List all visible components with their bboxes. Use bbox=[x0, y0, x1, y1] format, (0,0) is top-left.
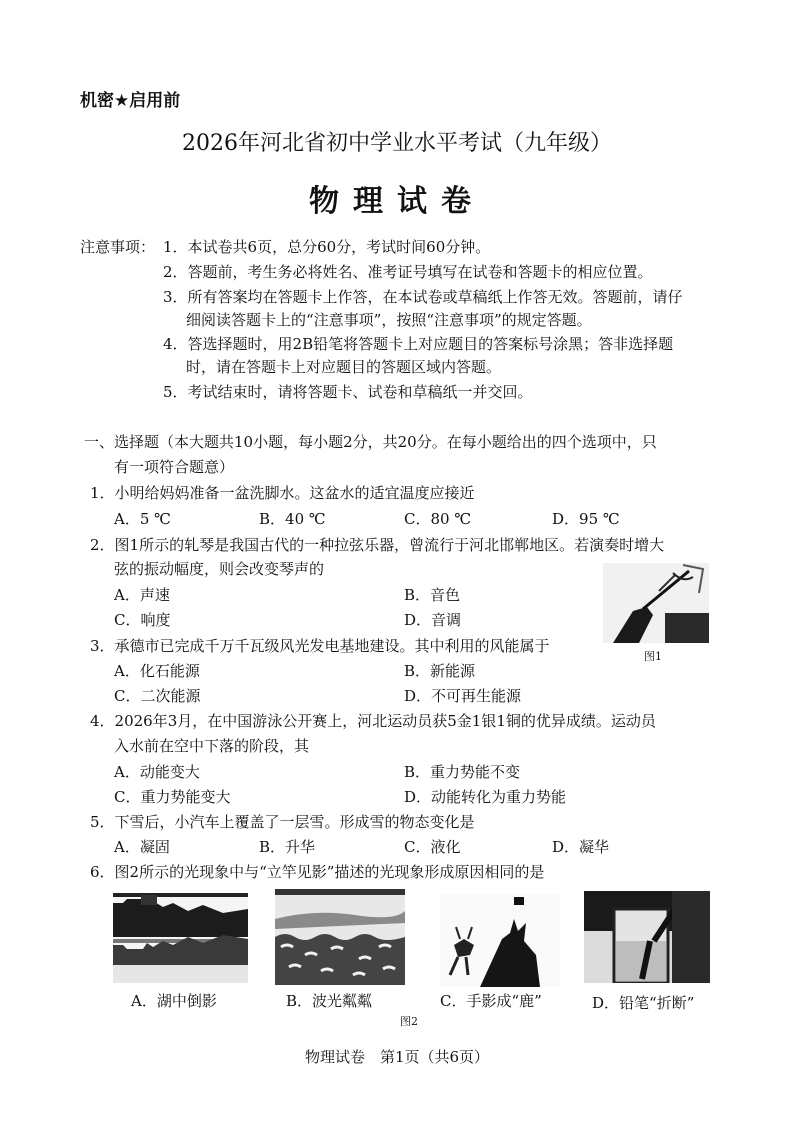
question-4-stem-cont: 入水前在空中下落的阶段，其 bbox=[114, 737, 310, 755]
note-item: 细阅读答题卡上的“注意事项”，按照“注意事项”的规定答题。 bbox=[186, 311, 592, 329]
q2-option-c: C．响度 bbox=[114, 611, 171, 629]
q4-option-b: B．重力势能不变 bbox=[404, 763, 521, 781]
figure-2-caption: 图2 bbox=[400, 1015, 418, 1028]
section-heading-cont: 有一项符合题意） bbox=[114, 458, 235, 476]
figure-2b-water-ripples-image bbox=[275, 889, 405, 985]
q3-option-b: B．新能源 bbox=[404, 662, 476, 680]
section-heading: 一、选择题（本大题共10小题，每小题2分，共20分。在每小题给出的四个选项中，只 bbox=[84, 433, 657, 451]
confidential-label: 机密★启用前 bbox=[80, 91, 181, 111]
note-item: 3．所有答案均在答题卡上作答，在本试卷或草稿纸上作答无效。答题前，请仔 bbox=[163, 288, 683, 306]
figure-2-option-c: C．手影成“鹿” bbox=[440, 992, 542, 1010]
q1-option-b: B．40 ℃ bbox=[259, 510, 326, 528]
note-item: 时，请在答题卡上对应题目的答题区域内答题。 bbox=[186, 358, 502, 376]
q1-option-a: A．5 ℃ bbox=[114, 510, 171, 528]
q2-option-d: D．音调 bbox=[404, 611, 462, 629]
q2-option-b: B．音色 bbox=[404, 586, 461, 604]
figure-2-option-b: B．波光粼粼 bbox=[286, 992, 373, 1010]
page-footer: 物理试卷 第1页（共6页） bbox=[304, 1048, 490, 1066]
q5-option-c: C．液化 bbox=[404, 838, 461, 856]
q5-option-a: A．凝固 bbox=[114, 838, 170, 856]
exam-title: 2026年河北省初中学业水平考试（九年级） bbox=[182, 131, 612, 156]
notes-label: 注意事项： bbox=[80, 238, 156, 256]
figure-2d-bent-pencil-image bbox=[584, 891, 710, 983]
q1-option-d: D．95 ℃ bbox=[552, 510, 620, 528]
figure-2-option-d: D．铅笔“折断” bbox=[592, 994, 695, 1012]
question-2-stem: 2．图1所示的轧琴是我国古代的一种拉弦乐器，曾流行于河北邯郸地区。若演奏时增大 bbox=[90, 536, 665, 554]
figure-2c-hand-shadow-image bbox=[440, 895, 560, 987]
question-6-stem: 6．图2所示的光现象中与“立竿见影”描述的光现象形成原因相同的是 bbox=[90, 863, 545, 881]
note-item: 5．考试结束时，请将答题卡、试卷和草稿纸一并交回。 bbox=[163, 383, 533, 401]
q2-option-a: A．声速 bbox=[114, 586, 170, 604]
q1-option-c: C．80 ℃ bbox=[404, 510, 472, 528]
q3-option-d: D．不可再生能源 bbox=[404, 687, 522, 705]
question-4-stem: 4．2026年3月，在中国游泳公开赛上，河北运动员获5金1银1铜的优异成绩。运动员 bbox=[90, 712, 656, 730]
note-item: 2．答题前，考生务必将姓名、准考证号填写在试卷和答题卡的相应位置。 bbox=[163, 263, 653, 281]
q3-option-a: A．化石能源 bbox=[114, 662, 200, 680]
figure-2-option-a: A．湖中倒影 bbox=[131, 992, 217, 1010]
subject-title: 物理试卷 bbox=[309, 184, 485, 219]
question-5-stem: 5．下雪后，小汽车上覆盖了一层雪。形成雪的物态变化是 bbox=[90, 813, 475, 831]
figure-1-image bbox=[603, 563, 709, 643]
q5-option-d: D．凝华 bbox=[552, 838, 610, 856]
note-item: 4．答选择题时，用2B铅笔将答题卡上对应题目的答案标号涂黑；答非选择题 bbox=[163, 335, 674, 353]
note-item: 1．本试卷共6页，总分60分，考试时间60分钟。 bbox=[163, 238, 491, 256]
question-2-stem-cont: 弦的振动幅度，则会改变琴声的 bbox=[114, 560, 325, 578]
q3-option-c: C．二次能源 bbox=[114, 687, 201, 705]
q5-option-b: B．升华 bbox=[259, 838, 316, 856]
q4-option-c: C．重力势能变大 bbox=[114, 788, 231, 806]
question-1-stem: 1．小明给妈妈准备一盆洗脚水。这盆水的适宜温度应接近 bbox=[90, 484, 475, 502]
figure-1-caption: 图1 bbox=[644, 650, 662, 663]
q4-option-a: A．动能变大 bbox=[114, 763, 200, 781]
figure-2a-lake-reflection-image bbox=[113, 893, 248, 983]
q4-option-d: D．动能转化为重力势能 bbox=[404, 788, 567, 806]
question-3-stem: 3．承德市已完成千万千瓦级风光发电基地建设。其中利用的风能属于 bbox=[90, 637, 550, 655]
